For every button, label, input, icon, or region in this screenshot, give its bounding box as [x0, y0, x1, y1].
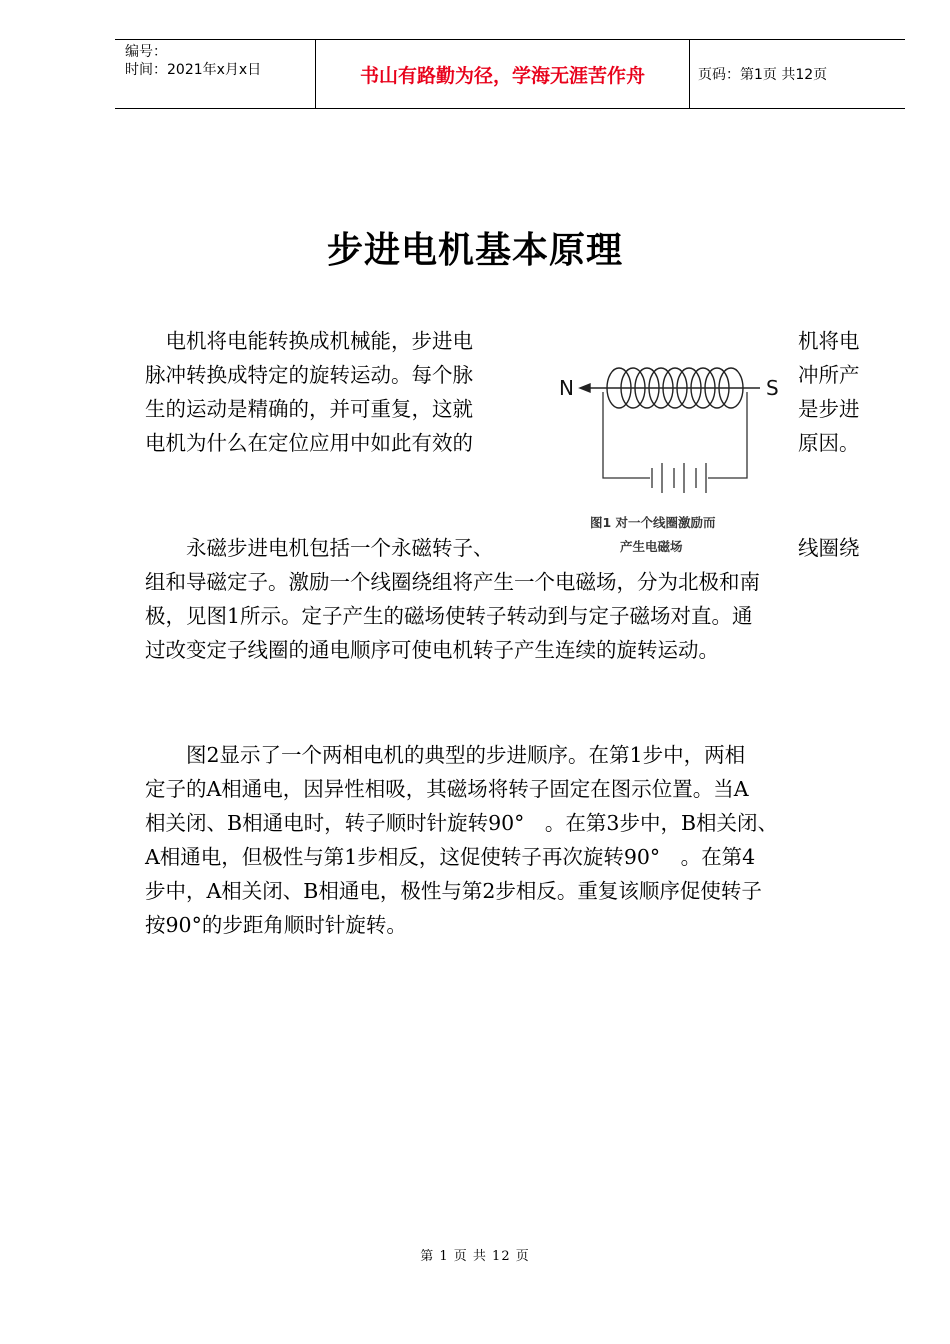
p2-line-4: 过改变定子线圈的通电顺序可使电机转子产生连续的旋转运动。 [145, 638, 719, 662]
p1-line-2: 脉冲转换成特定的旋转运动。每个脉 [145, 363, 473, 387]
header-page-info: 页码：第1页 共12页 [698, 67, 828, 83]
header-table [115, 39, 905, 109]
p2-line-3: 极，见图1所示。定子产生的磁场使转子转动到与定子磁场对直。通 [145, 604, 753, 628]
p3-line-4: A相通电，但极性与第1步相反，这促使转子再次旋转90° 。在第4 [145, 845, 756, 869]
document-title: 步进电机基本原理 [326, 229, 623, 271]
p1-line-3: 生的运动是精确的，并可重复，这就 [145, 397, 473, 421]
header-motto: 书山有路勤为径，学海无涯苦作舟 [316, 40, 690, 108]
page-footer: 第 1 页 共 12 页 [420, 1249, 530, 1264]
p1-line-2-right: 冲所产 [798, 363, 860, 387]
p3-line-2: 定子的A相通电，因异性相吸，其磁场将转子固定在图示位置。当A [145, 777, 749, 801]
p3-line-5: 步中，A相关闭、B相通电，极性与第2步相反。重复该顺序促使转子 [145, 879, 762, 903]
figure-caption-line-2: 产生电磁场 [620, 539, 683, 554]
figure-caption-line-1: 图1 对一个线圈激励而 [590, 515, 716, 530]
p1-line-1: 电机将电能转换成机械能，步进电 [145, 329, 473, 353]
p2-line-1-right: 线圈绕 [798, 536, 860, 560]
p1-line-4: 电机为什么在定位应用中如此有效的 [145, 431, 473, 455]
p1-line-4-right: 原因。 [798, 431, 860, 455]
time-label: 时间：2021年x月x日 [125, 62, 262, 78]
p2-line-1: 永磁步进电机包括一个永磁转子、 [145, 536, 494, 560]
header-meta-cell [115, 40, 316, 108]
figure-1-coil-diagram [550, 355, 790, 565]
coil-svg [550, 355, 790, 565]
p3-line-1: 图2显示了一个两相电机的典型的步进顺序。在第1步中，两相 [145, 743, 746, 767]
p2-line-2: 组和导磁定子。激励一个线圈绕组将产生一个电磁场，分为北极和南 [145, 570, 760, 594]
p1-line-1-right: 机将电 [798, 329, 860, 353]
north-pole-label: N [559, 376, 574, 400]
serial-label: 编号： [125, 44, 167, 60]
p3-line-6: 按90°的步距角顺时针旋转。 [145, 913, 407, 937]
p3-line-3: 相关闭、B相通电时，转子顺时针旋转90° 。在第3步中，B相关闭、 [145, 811, 779, 835]
battery-icon [652, 463, 706, 493]
p1-line-3-right: 是步进 [798, 397, 860, 421]
south-pole-label: S [766, 376, 779, 400]
